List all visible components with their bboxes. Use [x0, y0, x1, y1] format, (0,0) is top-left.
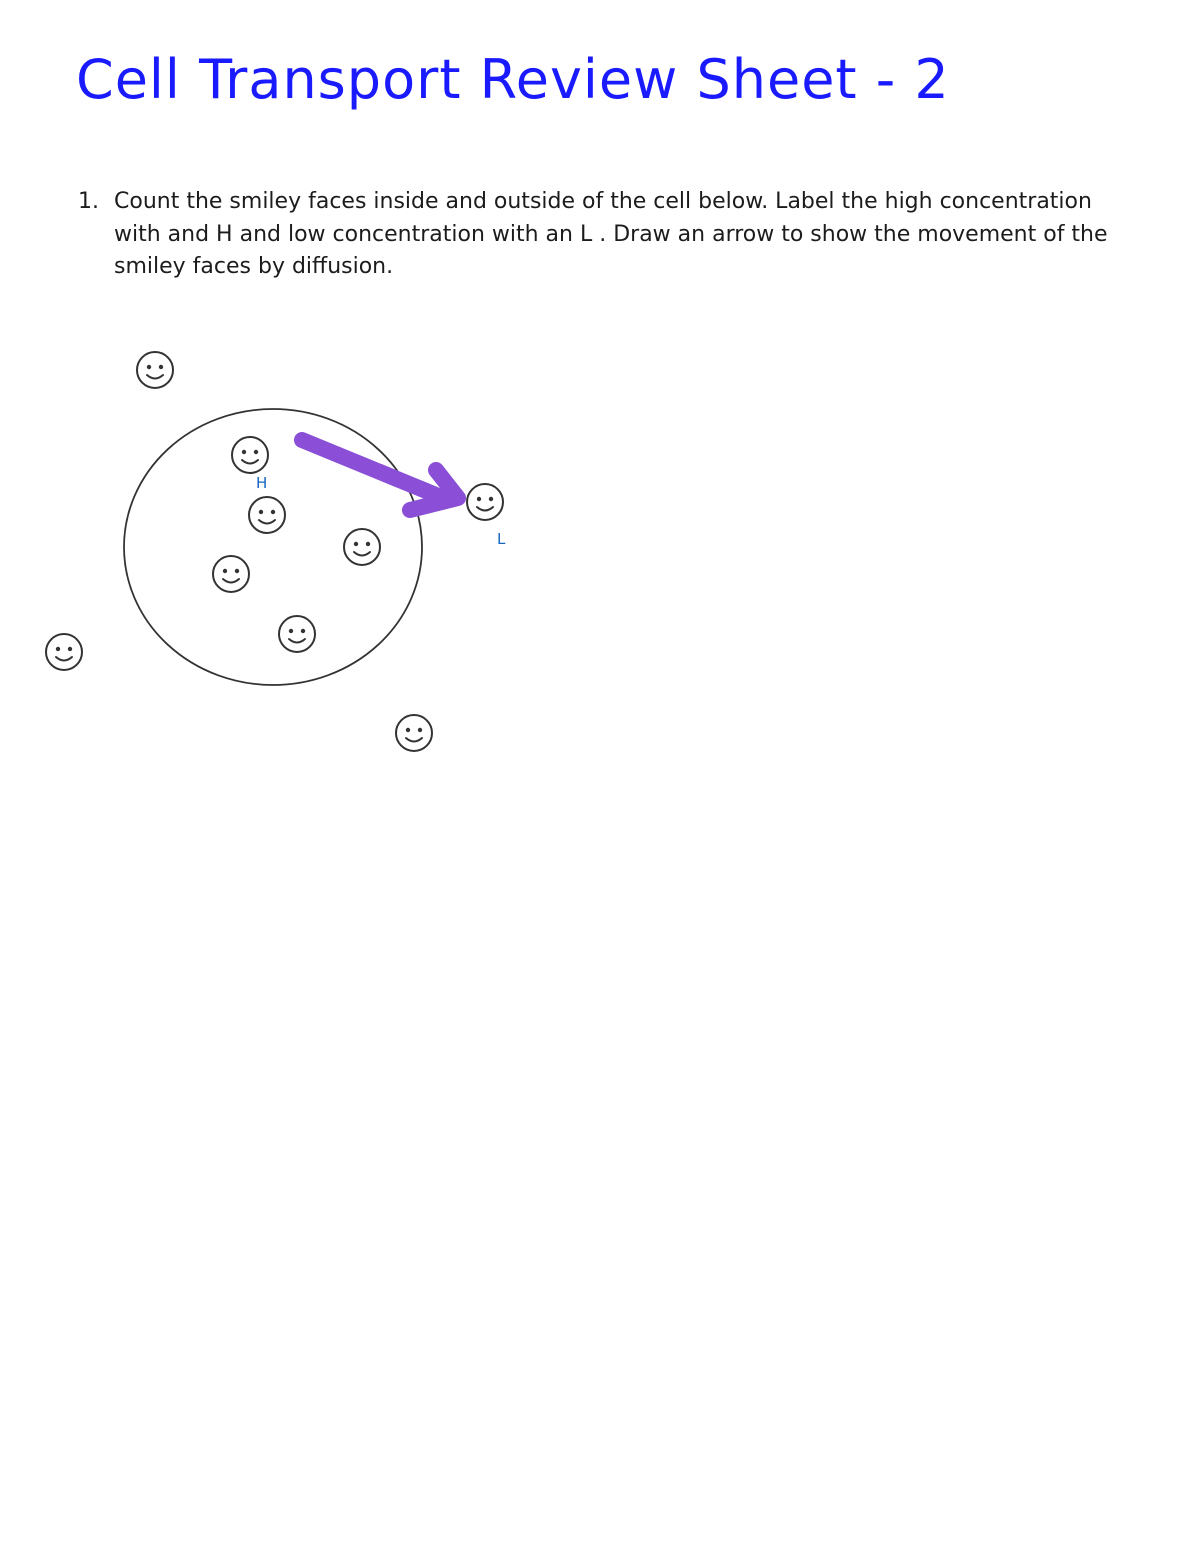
cell-diagram: [0, 330, 560, 770]
cell-diagram-svg: [0, 330, 560, 770]
smiley-outside-2: [467, 484, 503, 520]
low-concentration-label: L: [497, 530, 506, 548]
question-text: Count the smiley faces inside and outside of the cell below. Label the high concentration with and H and low concentration with an L . Draw an arrow to show the movement of the smiley faces by diffusion.: [114, 189, 1108, 279]
smiley-outside-1: [137, 352, 173, 388]
smiley-inside-5: [279, 616, 315, 652]
smiley-inside-1: [232, 437, 268, 473]
smiley-inside-2: [249, 497, 285, 533]
page-title: Cell Transport Review Sheet - 2: [76, 48, 950, 111]
smiley-outside-3: [46, 634, 82, 670]
smiley-inside-3: [344, 529, 380, 565]
question-1: [78, 186, 1138, 284]
smiley-inside-4: [213, 556, 249, 592]
smiley-outside-4: [396, 715, 432, 751]
high-concentration-label: H: [256, 474, 268, 492]
question-number: 1.: [78, 189, 99, 214]
cell-membrane: [124, 409, 422, 685]
